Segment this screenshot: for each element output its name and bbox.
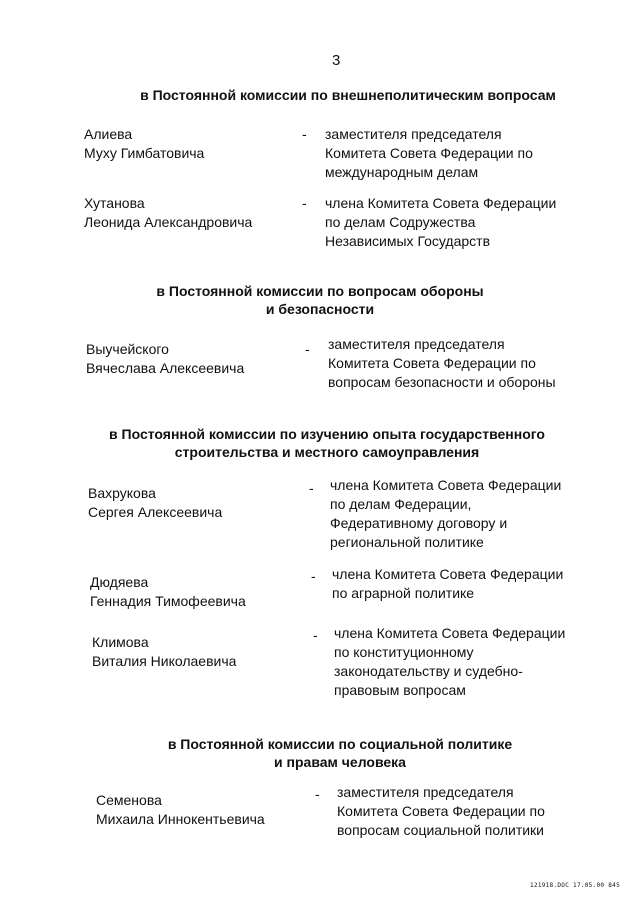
position-line: Комитета Совета Федерации по (325, 145, 533, 161)
position-line: по аграрной политике (332, 585, 475, 601)
position-description (328, 335, 556, 392)
position-line: члена Комитета Совета Федерации (325, 195, 557, 211)
position-line: международным делам (325, 164, 479, 180)
position-line: правовым вопросам (334, 682, 466, 698)
person-name (88, 484, 222, 522)
position-line: вопросам безопасности и обороны (328, 374, 556, 390)
entry-dash: - (311, 568, 316, 584)
given-names: Михаила Иннокентьевича (96, 811, 265, 827)
surname: Хутанова (84, 195, 145, 211)
position-line: по конституционному (334, 644, 474, 660)
position-line: заместителя председателя (337, 784, 514, 800)
surname: Семенова (96, 792, 162, 808)
section-heading (120, 735, 560, 771)
page-number: 3 (332, 52, 341, 69)
footer-file-code: 121918.DOC 17.05.00 845 (530, 882, 620, 889)
person-name (86, 340, 244, 378)
entry-dash: - (309, 480, 314, 496)
position-line: члена Комитета Совета Федерации (330, 477, 562, 493)
given-names: Муху Гимбатовича (84, 145, 205, 161)
position-description (332, 565, 563, 603)
position-description (325, 194, 556, 251)
position-line: заместителя председателя (328, 336, 505, 352)
section-heading-line: в Постоянной комиссии по вопросам обороны (156, 283, 484, 299)
position-line: законодательству и судебно- (334, 663, 523, 679)
position-line: Комитета Совета Федерации по (337, 803, 545, 819)
section-heading-line: и правам человека (274, 754, 406, 770)
entry-dash: - (305, 341, 310, 357)
person-name (92, 633, 236, 671)
section-heading-line: строительства и местного самоуправления (174, 444, 480, 460)
entry-dash: - (313, 627, 318, 643)
position-description (334, 624, 565, 700)
section-heading-line: в Постоянной комиссии по социальной политике (167, 736, 513, 752)
person-name (96, 791, 265, 829)
given-names: Вячеслава Алексеевича (86, 360, 245, 376)
given-names: Виталия Николаевича (92, 653, 237, 669)
surname: Вахрукова (88, 485, 156, 501)
section-heading (108, 86, 588, 104)
position-line: региональной политике (330, 534, 484, 550)
person-name (90, 573, 246, 611)
surname: Выучейского (86, 341, 169, 357)
position-line: по делам Федерации, (330, 496, 472, 512)
person-name (84, 125, 204, 163)
position-line: вопросам социальной политики (337, 822, 545, 838)
surname: Дюдяева (90, 574, 149, 590)
given-names: Леонида Александровича (84, 214, 253, 230)
entry-dash: - (302, 195, 307, 211)
section-heading-line: в Постоянной комиссии по изучению опыта государственного (109, 426, 545, 442)
position-description (337, 783, 545, 840)
position-description (330, 476, 561, 552)
position-line: по делам Содружества (325, 214, 476, 230)
section-heading-line: в Постоянной комиссии по внешнеполитическим вопросам (140, 87, 556, 103)
given-names: Геннадия Тимофеевича (90, 593, 246, 609)
position-description (325, 125, 533, 182)
position-line: члена Комитета Совета Федерации (334, 625, 566, 641)
section-heading (80, 425, 574, 461)
position-line: члена Комитета Совета Федерации (332, 566, 564, 582)
person-name (84, 194, 252, 232)
position-line: заместителя председателя (325, 126, 502, 142)
section-heading (100, 282, 540, 318)
given-names: Сергея Алексеевича (88, 504, 223, 520)
position-line: Независимых Государств (325, 233, 491, 249)
position-line: Федеративному договору и (330, 515, 508, 531)
entry-dash: - (315, 786, 320, 802)
surname: Алиева (84, 126, 133, 142)
surname: Климова (92, 634, 149, 650)
entry-dash: - (302, 126, 307, 142)
position-line: Комитета Совета Федерации по (328, 355, 536, 371)
section-heading-line: и безопасности (265, 301, 375, 317)
